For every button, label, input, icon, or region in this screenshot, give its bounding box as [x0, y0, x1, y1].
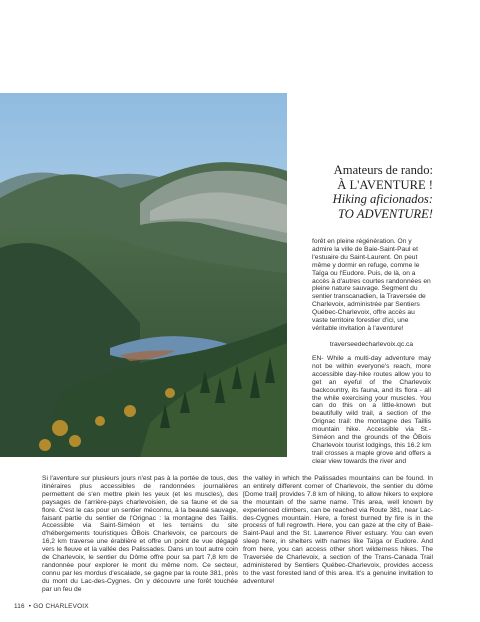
en-text-bottom-column	[243, 475, 433, 586]
footer-separator: •	[28, 603, 32, 610]
heading-fr-line1: Amateurs de rando:	[333, 163, 433, 177]
fr-paragraph-continued: forêt en pleine régénération. On y admire la ville de Baie-Saint-Paul et l'estuaire du Saint-Laurent. On peut même y dormir en refuge, comme le Taïga ou l'Eudore. Puis, de là, on a accès à d'autres courtes randonnées en pleine nature sauvage. Segment du sentier transcanadien, la Traversée de Charlevoix, administrée par Sentiers Québec-Charlevoix, offre accès au vaste territoire forestier d'ici, une véritable invitation à l'aventure!	[312, 238, 431, 332]
heading-en-line1: Hiking aficionados:	[332, 192, 433, 207]
magazine-title: GO CHARLEVOIX	[33, 603, 89, 610]
page-number: 116	[14, 603, 25, 610]
heading-en-line2: TO ADVENTURE!	[337, 206, 433, 221]
en-paragraph-start: While a multi-day adventure may not be within everyone's reach, more accessible day-hike routes allow you to get an eyeful of the Charlevoix backcountry, its fauna, and its flora - all the while exercising your muscles. You can do this on a little-known but beautifully wild trail, a section of the Orignac trail: the montagne des Taillis mountain hike. Accessible via St.-Siméon and the grounds of the ÔBois Charlevoix tourist lodgings, this 16.2 km trail crosses a maple grove and offers a clear view towards the river and	[312, 355, 432, 465]
mountain-valley-photo	[0, 93, 287, 457]
fr-text-left-column	[42, 475, 238, 594]
en-text-right-column	[312, 355, 431, 466]
heading-fr-line2: À L'AVENTURE !	[337, 177, 433, 192]
fr-paragraph-start: Si l'aventure sur plusieurs jours n'est pas à la portée de tous, des itinéraires plus accessibles de randonnées journalières permettent de s'en mettre plein les yeux (et les muscles), des paysages de l'arrière-pays charlevoisien, de sa faune et de sa flore. C'est le cas pour un sentier méconnu, à la beauté sauvage, faisant partie du sentier de l'Orignac : la montagne des Taillis. Accessible via Saint-Siméon et les terrains du site d'hébergements touristiques ÔBois Charlevoix, ce parcours de 16,2 km traverse une érablière et offre un point de vue dégagé vers le fleuve et la vallée des Palissades. Dans un tout autre coin de Charlevoix, le sentier du Dôme offre pour sa part 7,8 km de randonnée pour explorer le mont du même nom. Ce secteur, connu par les mordus d'escalade, se gagne par la route 381, près du mont du Lac-des-Cygnes. On y découvre une forêt touchée par un feu de	[42, 475, 238, 593]
fr-text-right-column	[312, 238, 431, 333]
page-footer	[14, 603, 89, 610]
en-paragraph-continued: the valley in which the Palissades mountains can be found. In an entirely different corner of Charlevoix, the sentier du dôme [Dome trail] provides 7.8 km of hiking, to allow hikers to explore the mountain of the same name. This area, well known by experienced climbers, can be reached via Route 381, near Lac-des-Cygnes mountain. Here, a forest burned by fire is in the process of full regrowth. Here, you can gaze at the city of Baie-Saint-Paul and the St. Lawrence River estuary. You can even sleep here, in shelters with names like Taïga or Eudore. And from here, you can access other short wilderness hikes. The Traversée de Charlevoix, a section of the Trans-Canada Trail administered by Sentiers Québec-Charlevoix, provides access to the vast forested land of this area. It's a genuine invitation to adventure!	[243, 475, 433, 585]
article-heading	[292, 163, 433, 221]
website-link[interactable]: traverseedecharlevoix.qc.ca	[329, 341, 414, 348]
en-label: EN-	[312, 355, 324, 362]
